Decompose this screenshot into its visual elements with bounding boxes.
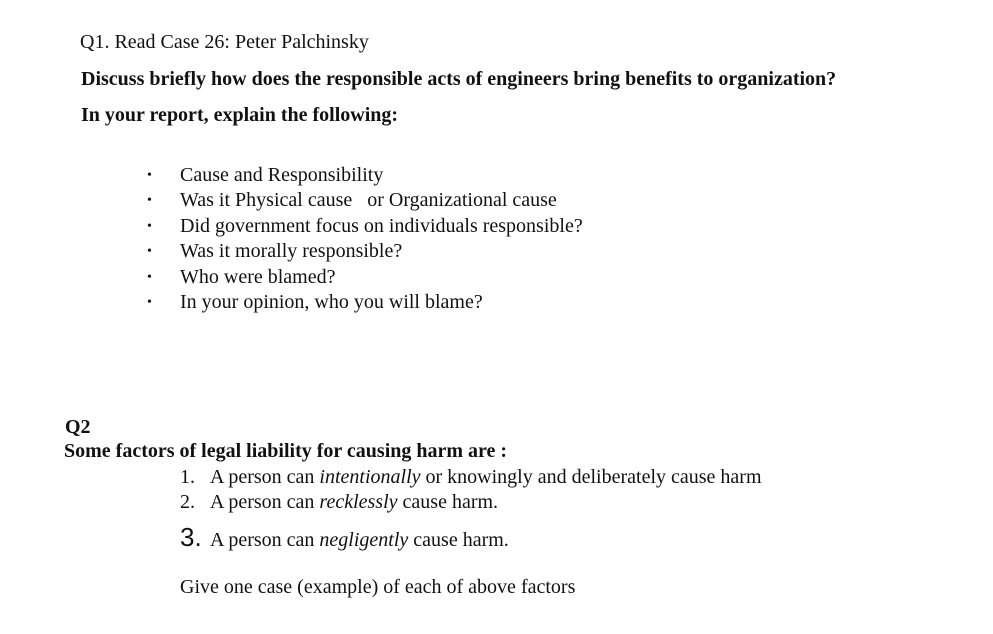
list-item: [145, 239, 583, 264]
q2-prompt: Some factors of legal liability for causing harm are :: [64, 440, 508, 462]
factor-text-after: cause harm.: [408, 529, 509, 551]
list-item: [180, 490, 762, 515]
q2-factor-list: [180, 465, 762, 550]
factor-text-after: or knowingly and deliberately cause harm: [420, 466, 762, 488]
list-item-text: Was it morally responsible?: [180, 240, 403, 263]
factor-text-before: A person can: [210, 529, 320, 551]
list-item: [180, 522, 762, 552]
factor-text-before: A person can: [210, 491, 320, 513]
q1-title: Q1. Read Case 26: Peter Palchinsky: [80, 31, 369, 53]
factor-emphasis: intentionally: [319, 466, 421, 488]
list-item: [145, 214, 583, 239]
factor-emphasis: negligently: [319, 529, 409, 551]
q2-task: Give one case (example) of each of above factors: [180, 576, 576, 598]
bullet-icon: •: [147, 218, 152, 234]
factor-text-after: cause harm.: [397, 491, 499, 513]
list-item-text: Was it Physical cause or Organizational cause: [180, 189, 557, 212]
q1-bullet-list: [145, 163, 583, 315]
list-number: 1.: [180, 466, 195, 488]
bullet-icon: •: [147, 244, 152, 260]
bullet-icon: •: [147, 294, 152, 310]
list-item: [180, 465, 762, 490]
q1-subprompt: In your report, explain the following:: [81, 104, 399, 126]
list-item: [145, 290, 583, 315]
list-number: 3.: [180, 522, 202, 552]
list-item-text: Who were blamed?: [180, 265, 336, 288]
q2-heading: Q2: [65, 416, 91, 438]
list-item-text: In your opinion, who you will blame?: [180, 290, 483, 313]
list-item-text: Did government focus on individuals responsible?: [180, 214, 583, 237]
list-item: [145, 188, 583, 213]
list-item: [145, 265, 583, 290]
list-item-text: Cause and Responsibility: [180, 164, 384, 186]
factor-emphasis: recklessly: [319, 491, 398, 513]
bullet-icon: •: [147, 269, 152, 285]
bullet-icon: •: [147, 193, 152, 209]
list-number: 2.: [180, 491, 195, 513]
q1-prompt: Discuss briefly how does the responsible acts of engineers bring benefits to organization?: [81, 68, 837, 90]
list-item: [145, 163, 583, 188]
factor-text-before: A person can: [210, 466, 320, 488]
bullet-icon: •: [147, 168, 152, 183]
